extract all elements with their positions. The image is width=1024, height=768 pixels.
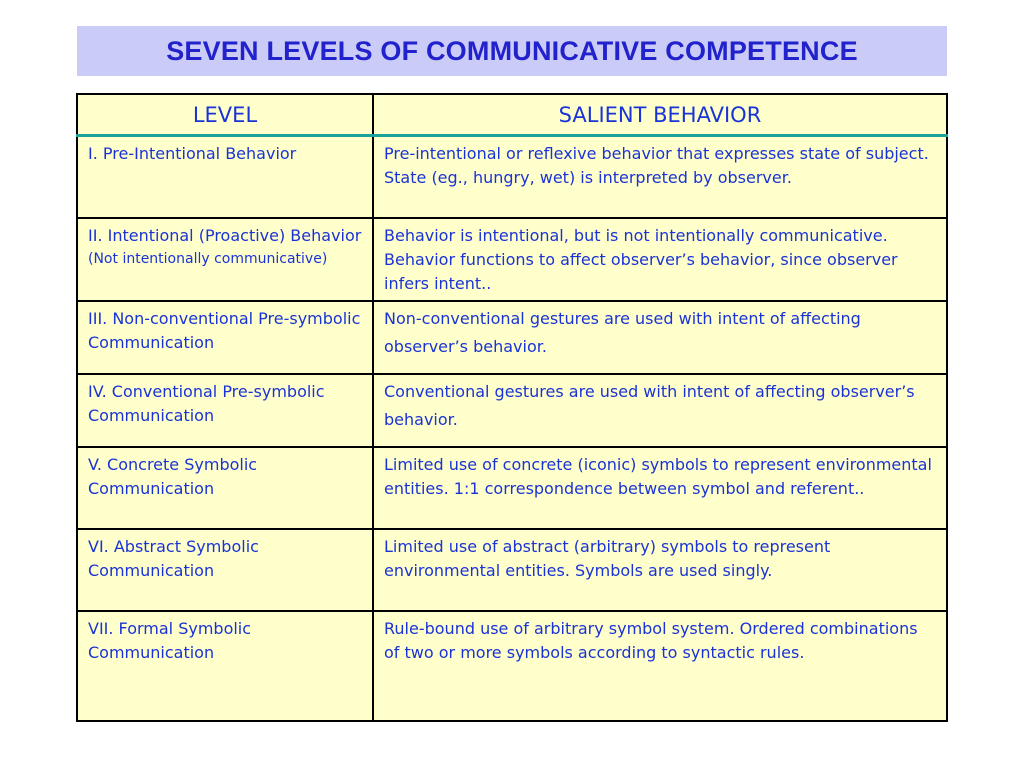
behavior-cell: Behavior is intentional, but is not intentionally communicative. Behavior functions to affect observer’s behavior, since observer infers intent.. — [373, 218, 947, 301]
level-cell — [77, 611, 373, 721]
table-row — [77, 218, 947, 301]
header-salient-behavior: SALIENT BEHAVIOR — [373, 94, 947, 136]
level-cell — [77, 529, 373, 611]
behavior-cell: Limited use of concrete (iconic) symbols to represent environmental entities. 1:1 correspondence between symbol and referent.. — [373, 447, 947, 529]
level-label: V. Concrete Symbolic Communication — [88, 454, 258, 498]
level-cell — [77, 374, 373, 447]
level-cell — [77, 447, 373, 529]
level-label: II. Intentional (Proactive) Behavior — [88, 225, 362, 245]
behavior-cell: Rule-bound use of arbitrary symbol system. Ordered combinations of two or more symbols according to syntactic rules. — [373, 611, 947, 721]
title-band — [77, 26, 947, 76]
level-label: I. Pre-Intentional Behavior — [88, 144, 297, 163]
table-row — [77, 447, 947, 529]
table-row — [77, 611, 947, 721]
level-cell — [77, 301, 373, 374]
behavior-cell: Limited use of abstract (arbitrary) symbols to represent environmental entities. Symbols are used singly. — [373, 529, 947, 611]
table-row — [77, 301, 947, 374]
header-level: LEVEL — [77, 94, 373, 136]
level-note: (Not intentionally communicative) — [88, 250, 328, 267]
table-row — [77, 136, 947, 218]
level-label: VII. Formal Symbolic Communication — [88, 618, 252, 662]
level-label: VI. Abstract Symbolic Communication — [88, 536, 259, 580]
slide-title: SEVEN LEVELS OF COMMUNICATIVE COMPETENCE — [166, 35, 858, 66]
behavior-cell: Conventional gestures are used with intent of affecting observer’s behavior. — [373, 374, 947, 447]
behavior-cell: Pre-intentional or reflexive behavior that expresses state of subject. State (eg., hungry, wet) is interpreted by observer. — [373, 136, 947, 218]
level-label: IV. Conventional Pre-symbolic Communication — [88, 381, 325, 425]
table-header-row — [77, 94, 947, 136]
table-row — [77, 374, 947, 447]
level-cell — [77, 218, 373, 301]
level-label: III. Non-conventional Pre-symbolic Communication — [88, 308, 361, 352]
table-row — [77, 529, 947, 611]
level-cell — [77, 136, 373, 218]
behavior-cell: Non-conventional gestures are used with intent of affecting observer’s behavior. — [373, 301, 947, 374]
levels-table — [76, 93, 948, 722]
